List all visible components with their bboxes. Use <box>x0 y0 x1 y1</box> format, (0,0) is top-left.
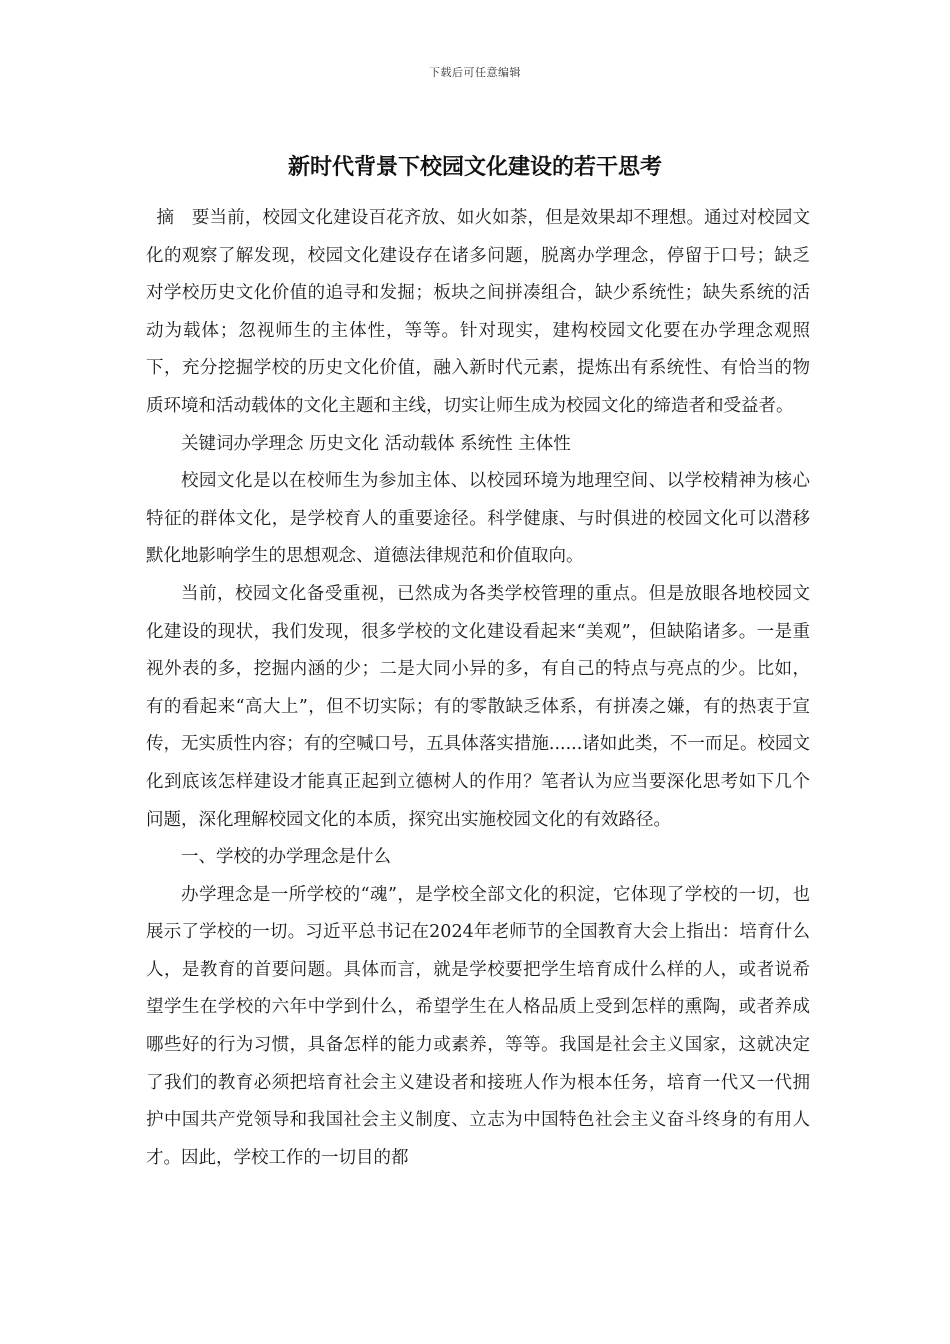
body-paragraph-2: 当前，校园文化备受重视，已然成为各类学校管理的重点。但是放眼各地校园文化建设的现状，我们发现，很多学校的文化建设看起来“美观”，但缺陷诸多。一是重视外表的多，挖掘内涵的少；二是大同小异的多，有自己的特点与亮点的少。比如，有的看起来“高大上”，但不切实际；有的零散缺乏体系，有拼凑之嫌，有的热衷于宣传，无实质性内容；有的空喊口号，五具体落实措施......诸如此类，不一而足。校园文化到底该怎样建设才能真正起到立德树人的作用？笔者认为应当要深化思考如下几个问题，深化理解校园文化的本质，探究出实施校园文化的有效路径。 <box>146 583 810 830</box>
abstract-paragraph: 摘 要当前，校园文化建设百花齐放、如火如荼，但是效果却不理想。通过对校园文化的观察了解发现，校园文化建设存在诸多问题，脱离办学理念，停留于口号；缺乏对学校历史文化价值的追寻和发掘；板块之间拼凑组合，缺少系统性；缺失系统的活动为载体；忽视师生的主体性，等等。针对现实，建构校园文化要在办学理念观照下，充分挖掘学校的历史文化价值，融入新时代元素，提炼出有系统性、有恰当的物质环境和活动载体的文化主题和主线，切实让师生成为校园文化的缔造者和受益者。 <box>146 208 810 416</box>
body-paragraph-1: 校园文化是以在校师生为参加主体、以校园环境为地理空间、以学校精神为核心特征的群体文化，是学校育人的重要途径。科学健康、与时俱进的校园文化可以潜移默化地影响学生的思想观念、道德法律规范和价值取向。 <box>146 471 810 567</box>
body-paragraph-3: 办学理念是一所学校的“魂”，是学校全部文化的积淀，它体现了学校的一切，也展示了学校的一切。习近平总书记在2024年老师节的全国教育大会上指出：培育什么人，是教育的首要问题。具体而言，就是学校要把学生培育成什么样的人，或者说希望学生在学校的六年中学到什么，希望学生在人格品质上受到怎样的熏陶，或者养成哪些好的行为习惯，具备怎样的能力或素养，等等。我国是社会主义国家，这就决定了我们的教育必须把培育社会主义建设者和接班人作为根本任务，培育一代又一代拥护中国共产党领导和我国社会主义制度、立志为中国特色社会主义奋斗终身的有用人才。因此，学校工作的一切目的都 <box>146 884 810 1168</box>
keywords-line: 关键词办学理念 历史文化 活动载体 系统性 主体性 <box>181 433 571 454</box>
page-title: 新时代背景下校园文化建设的若干思考 <box>287 154 662 180</box>
document-body <box>146 200 810 1177</box>
section-heading-1: 一、学校的办学理念是什么 <box>181 847 391 868</box>
header-note: 下载后可任意编辑 <box>429 66 521 79</box>
